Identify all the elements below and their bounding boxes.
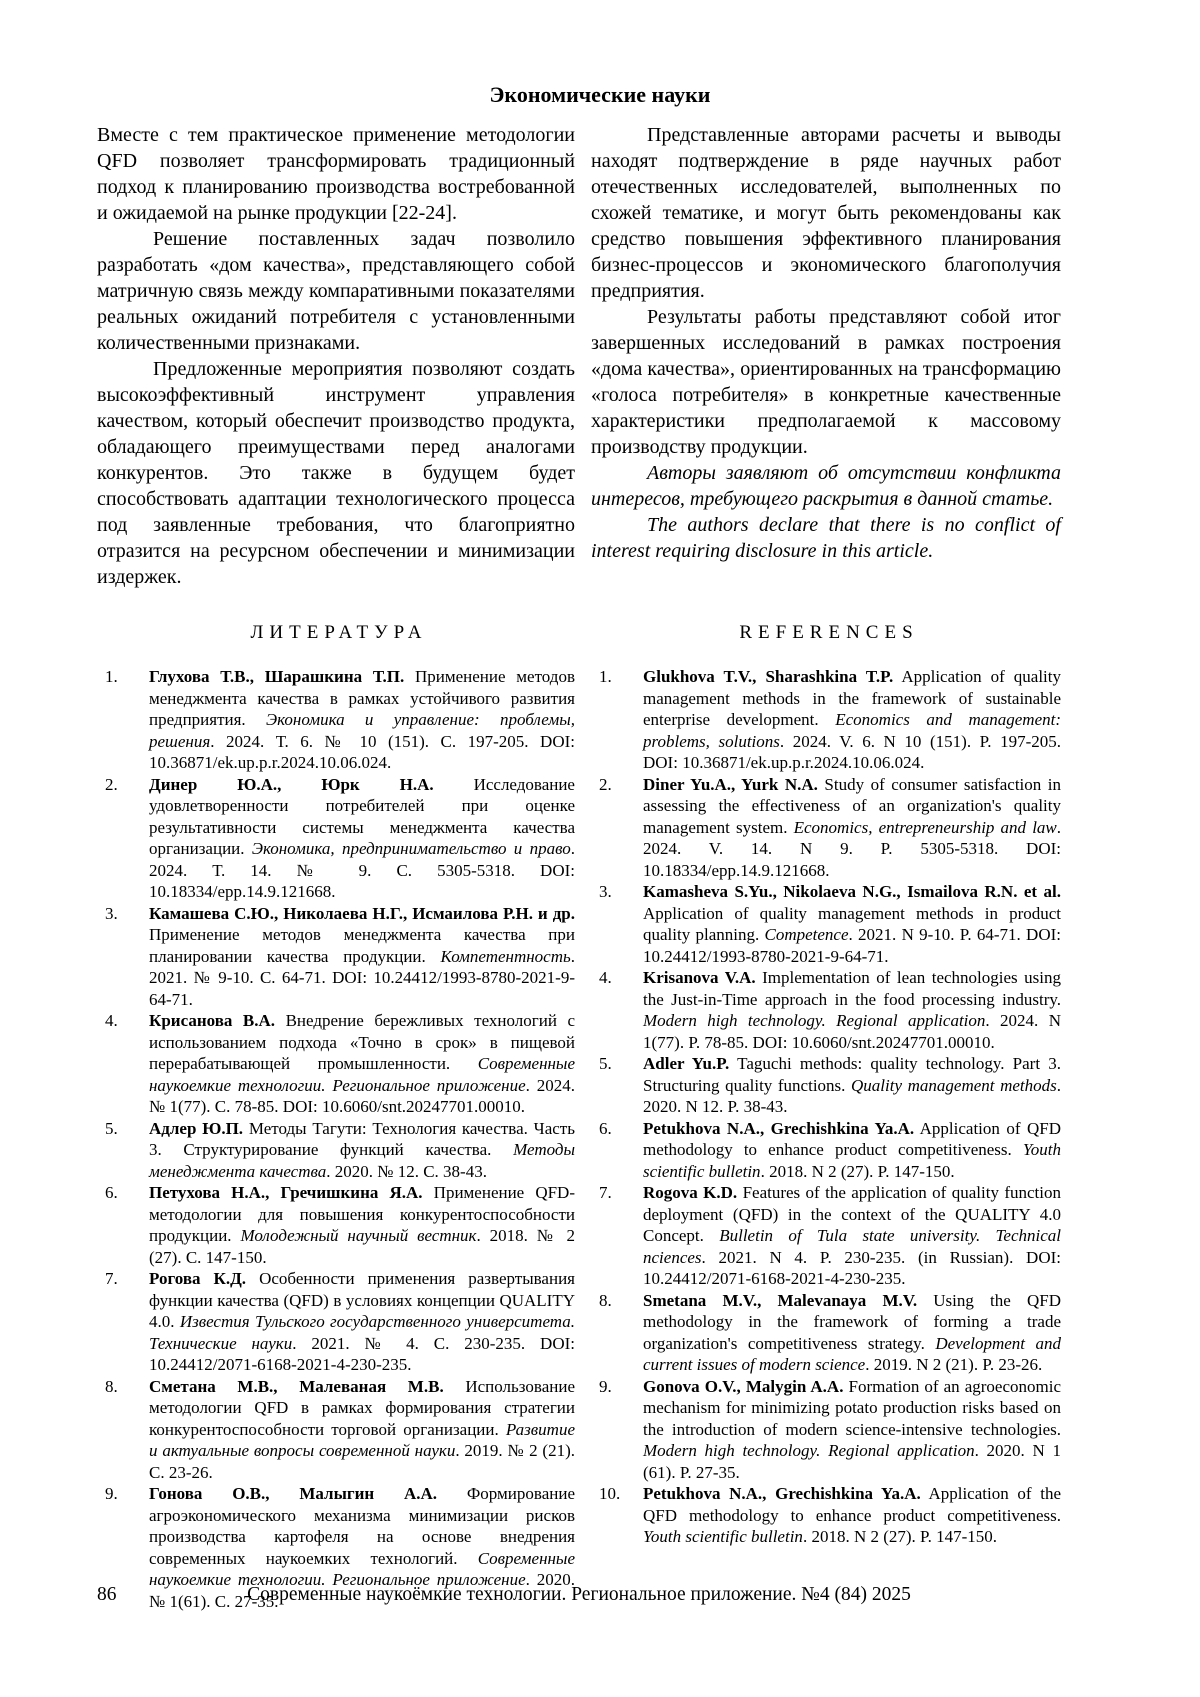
literature-item [97, 774, 575, 903]
reference-item [591, 1182, 1061, 1290]
reference-text: Formation of an agroeconomic mechanism for minimizing potato production risks based on the introduction of modern science-intensive technologies. [643, 1376, 1061, 1439]
reference-text: . 2024. № 1(77). С. 78-85. DOI: 10.6060/snt.20247701.00010. [149, 1075, 575, 1116]
reference-text: . 2021. N 4. P. 230-235. (in Russian). DOI: 10.24412/2071-6168-2021-4-230-235. [643, 1247, 1061, 1288]
reference-text: Применение QFD-методологии для повышения конкурентоспособности продукции. [149, 1183, 575, 1245]
reference-text: Методы Тагути: Технология качества. Часть 3. Структурирование функций качества. [149, 1118, 575, 1159]
source-title-text: Компетентность [440, 946, 571, 966]
literature-item [97, 903, 575, 1011]
page-number: 86 [97, 1584, 117, 1605]
reference-text: . 2024. Т. 6. № 10 (151). С. 197-205. DOI: 10.36871/ek.up.p.r.2024.10.06.024. [149, 731, 575, 772]
reference-text: Применение методов менеджмента качества в рамках устойчивого развития предприятия. [149, 667, 575, 729]
source-title-text: Bulletin of Tula state university. Technical nciences [643, 1226, 1061, 1267]
reference-text: . 2024. N 1(77). P. 78-85. DOI: 10.6060/snt.20247701.00010. [643, 1011, 1061, 1052]
authors-text: Petukhova N.A., Grechishkina Ya.A. [643, 1118, 915, 1138]
conflict-statement-en: The authors declare that there is no conflict of interest requiring disclosure in this article. [591, 514, 1061, 562]
journal-footer-line: Современные наукоёмкие технологии. Региональное приложение. №4 (84) 2025 [247, 1584, 911, 1605]
literature-item [97, 1182, 575, 1268]
authors-text: Krisanova V.A. [643, 968, 756, 987]
source-title-text: Economics and management: problems, solutions [643, 710, 1062, 751]
right-text-block [591, 122, 1061, 590]
reference-text: . 2018. № 2 (27). С. 147-150. [149, 1226, 575, 1267]
item-number: 3. [599, 882, 612, 901]
authors-text: Rogova K.D. [643, 1183, 738, 1202]
reference-text: Использование методологии QFD в рамках формирования стратегии конкурентоспособности торговой организации. [149, 1376, 575, 1439]
source-title-text: Economics, entrepreneurship and law [793, 817, 1057, 837]
item-number: 9. [105, 1484, 118, 1503]
reference-text: . 2024. V. 6. N 10 (151). P. 197-205. DOI: 10.36871/ek.up.p.r.2024.10.06.024. [643, 731, 1061, 772]
references-list [591, 666, 1061, 1612]
body-paragraph: Решение поставленных задач позволило разработать «дом качества», представляющего собой матричную связь между компаративными показателями реальных ожиданий потребителя с установленными количественными признаками. [97, 228, 575, 354]
literature-item [97, 1010, 575, 1118]
source-title-text: Методы менеджмента качества [149, 1140, 575, 1181]
reference-text: . 2024. V. 14. N 9. P. 5305-5318. DOI: 10.18334/epp.14.9.121668. [643, 817, 1062, 880]
reference-text: Using the QFD methodology in the framework of forming a trade organization's competitiveness strategy. [643, 1290, 1061, 1353]
source-title-text: Молодежный научный вестник [240, 1226, 477, 1245]
reference-text: . 2021. № 4. С. 230-235. DOI: 10.24412/2071-6168-2021-4-230-235. [149, 1333, 575, 1374]
reference-text: . 2021. № 9-10. С. 64-71. DOI: 10.24412/1993-8780-2021-9-64-71. [149, 946, 575, 1009]
reference-text: . 2020. N 1 (61). P. 27-35. [643, 1441, 1061, 1482]
reference-text: Особенности применения развертывания функции качества (QFD) в условиях концепции QUALITY 4.0. [149, 1269, 575, 1331]
authors-text: Сметана М.В., Малеваная М.В. [149, 1376, 444, 1396]
reference-text: Применение методов менеджмента качества при планировании качества продукции. [149, 925, 575, 966]
literature-item [97, 1376, 575, 1484]
reference-text: Формирование агроэкономического механизма минимизации рисков производства картофеля на основе внедрения современных наукоемких технологий. [149, 1484, 575, 1568]
item-number: 5. [105, 1118, 118, 1138]
reference-item [591, 1053, 1061, 1118]
body-paragraph: Результаты работы представляют собой итог завершенных исследований в рамках построения «дома качества», ориентированных на трансформацию «голоса потребителя» в конкретные качественные характеристики предполагаемой к массовому производству продукции. [591, 306, 1061, 458]
reference-text: . 2020. № 1(61). С. 27-35. [149, 1570, 575, 1611]
item-number: 6. [105, 1183, 118, 1202]
reference-text: Study of consumer satisfaction in assessing the effectiveness of an organization's quality management system. [643, 774, 1061, 837]
item-number: 1. [599, 667, 612, 686]
reference-text: Application of quality management methods in the framework of sustainable enterprise development. [643, 667, 1061, 729]
authors-text: Diner Yu.A., Yurk N.A. [643, 774, 818, 794]
authors-text: Петухова Н.А., Гречишкина Я.А. [149, 1183, 423, 1202]
page-footer [97, 1583, 1061, 1607]
literature-item [97, 1268, 575, 1376]
body-paragraph: Представленные авторами расчеты и выводы находят подтверждение в ряде научных работ отечественных исследователей, выполненных по схожей тематике, и могут быть рекомендованы как средство повышения эффективного планирования бизнес-процессов и экономического благополучия предприятия. [591, 124, 1061, 302]
reference-text: . 2018. N 2 (27). P. 147-150. [802, 1527, 998, 1546]
source-title-text: Youth scientific bulletin [643, 1527, 803, 1546]
authors-text: Динер Ю.А., Юрк Н.А. [149, 774, 434, 794]
reference-text: . 2021. N 9-10. P. 64-71. DOI: 10.24412/1993-8780-2021-9-64-71. [643, 925, 1061, 966]
literature-list [97, 666, 575, 1612]
source-title-text: Modern high technology. Regional application [643, 1441, 975, 1460]
reference-item [591, 774, 1061, 882]
item-number: 8. [105, 1376, 118, 1396]
reference-text: Implementation of lean technologies using the Just-in-Time approach in the food processing industry. [643, 968, 1061, 1009]
reference-item [591, 1376, 1061, 1484]
item-number: 9. [599, 1376, 612, 1396]
reference-text: . 2020. N 12. P. 38-43. [643, 1075, 1061, 1116]
source-title-text: Экономика и управление: проблемы, решения [149, 710, 575, 751]
authors-text: Glukhova T.V., Sharashkina T.P. [643, 667, 894, 686]
item-number: 7. [105, 1269, 118, 1288]
reference-text: . 2019. № 2 (21). С. 23-26. [149, 1441, 575, 1482]
conflict-statement-ru: Авторы заявляют об отсутствии конфликта интересов, требующего раскрытия в данной статье. [591, 462, 1061, 510]
item-number: 8. [599, 1290, 612, 1310]
authors-text: Petukhova N.A., Grechishkina Ya.A. [643, 1484, 921, 1503]
item-number: 1. [105, 667, 118, 686]
reference-item [591, 967, 1061, 1053]
item-number: 4. [599, 968, 612, 987]
reference-item [591, 881, 1061, 967]
authors-text: Smetana M.V., Malevanaya M.V. [643, 1290, 918, 1310]
reference-text: Application of the QFD methodology to enhance product competitiveness. [643, 1484, 1061, 1525]
reference-item [591, 666, 1061, 774]
two-column-body [97, 122, 1061, 1612]
reference-text: Application of quality management methods in product quality planning. [643, 903, 1061, 944]
references-heading: REFERENCES [739, 622, 919, 643]
reference-text: Application of QFD methodology to enhance product competitiveness. [643, 1118, 1061, 1159]
source-title-text: Modern high technology. Regional application [643, 1011, 986, 1030]
source-title-text: Экономика, предпринимательство и право [251, 839, 571, 858]
reference-text: Taguchi methods: quality technology. Part 3. Structuring quality functions. [643, 1054, 1061, 1095]
item-number: 5. [599, 1054, 612, 1073]
authors-text: Kamasheva S.Yu., Nikolaeva N.G., Ismailova R.N. et al. [643, 882, 1061, 901]
reference-item [591, 1483, 1061, 1548]
item-number: 6. [599, 1118, 612, 1138]
source-title-text: Youth scientific bulletin [643, 1140, 1061, 1181]
reference-text: Исследование удовлетворенности потребителей при оценке результативности системы менеджмента качества организации. [149, 774, 575, 858]
authors-text: Глухова Т.В., Шарашкина Т.П. [149, 667, 405, 686]
item-number: 7. [599, 1183, 612, 1202]
reference-text: . 2019. N 2 (21). P. 23-26. [865, 1355, 1043, 1374]
section-header: Экономические науки [489, 82, 711, 107]
item-number: 2. [599, 774, 612, 794]
source-title-text: Развитие и актуальные вопросы современной науки [149, 1419, 575, 1460]
reference-text: . 2024. Т. 14. № 9. С. 5305-5318. DOI: 10.18334/epp.14.9.121668. [149, 839, 575, 901]
source-title-text: Development and current issues of modern science [643, 1333, 1062, 1374]
body-paragraph: Вместе с тем практическое применение методологии QFD позволяет трансформировать традиционный подход к планированию производства востребованной и ожидаемой на рынке продукции [22-24]. [97, 124, 575, 224]
literature-item [97, 1118, 575, 1183]
source-title-text: Quality management methods [851, 1075, 1057, 1095]
authors-text: Гонова О.В., Малыгин А.А. [149, 1484, 438, 1503]
item-number: 2. [105, 774, 118, 794]
body-paragraph: Предложенные мероприятия позволяют создать высокоэффективный инструмент управления качеством, который обеспечит производство продукта, обладающего преимуществами перед аналогами конкурентов. Это также в будущем будет способствовать адаптации технологического процесса под заявленные требования, что благоприятно отразится на ресурсном обеспечении и минимизации издержек. [97, 358, 575, 588]
authors-text: Рогова К.Д. [149, 1269, 247, 1288]
authors-text: Адлер Ю.П. [149, 1118, 244, 1138]
literature-item [97, 666, 575, 774]
authors-text: Gonova O.V., Malygin A.A. [643, 1376, 844, 1396]
reference-text: . 2020. № 12. С. 38-43. [326, 1161, 487, 1181]
authors-text: Крисанова В.А. [149, 1011, 276, 1030]
reference-item [591, 1290, 1061, 1376]
authors-text: Камашева С.Ю., Николаева Н.Г., Исмаилова Р.Н. и др. [149, 903, 575, 923]
literature-heading: ЛИТЕРАТУРА [250, 622, 428, 643]
source-title-text: Известия Тульского государственного университета. Технические науки [149, 1312, 576, 1353]
reference-item [591, 1118, 1061, 1183]
source-title-text: Современные наукоемкие технологии. Региональное приложение [149, 1548, 575, 1589]
source-title-text: Competence [764, 925, 849, 944]
source-title-text: Современные наукоемкие технологии. Региональное приложение [149, 1054, 575, 1095]
authors-text: Adler Yu.P. [643, 1054, 730, 1073]
item-number: 3. [105, 903, 118, 923]
left-text-block [97, 122, 575, 590]
reference-text: Внедрение бережливых технологий с использованием подхода «Точно в срок» в пищевой перерабатывающей промышленности. [149, 1011, 576, 1073]
item-number: 4. [105, 1011, 118, 1030]
reference-text: . 2018. N 2 (27). P. 147-150. [760, 1161, 955, 1181]
reference-text: Features of the application of quality function deployment (QFD) in the context of the QUALITY 4.0 Concept. [643, 1183, 1061, 1245]
item-number: 10. [599, 1484, 621, 1503]
